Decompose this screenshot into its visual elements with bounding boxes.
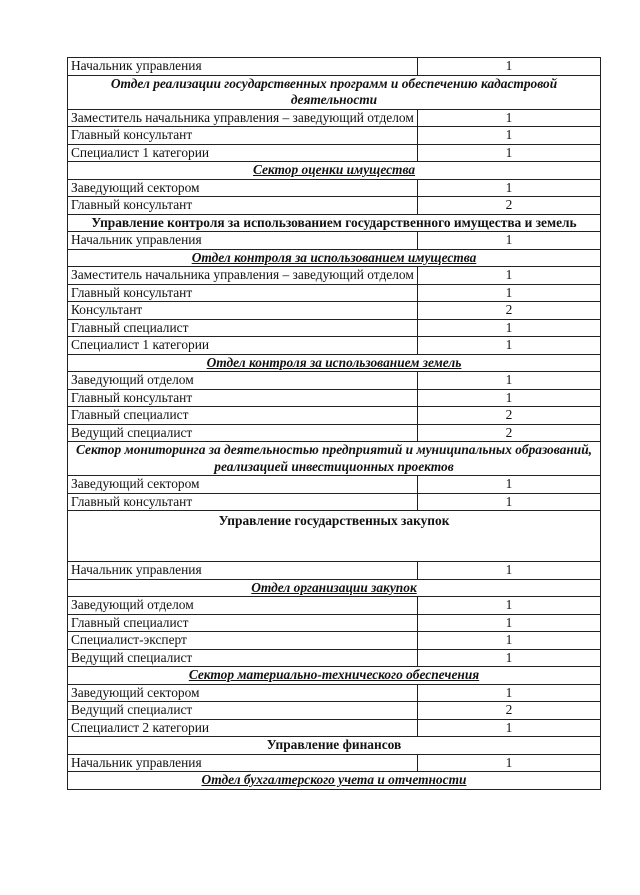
position-row [68, 562, 601, 580]
position-count: 1 [418, 109, 601, 127]
position-row [68, 476, 601, 494]
position-count: 1 [418, 267, 601, 285]
position-title: Главный консультант [68, 493, 418, 511]
position-title: Специалист 1 категории [68, 337, 418, 355]
department-title: Управление финансов [266, 737, 402, 752]
position-row [68, 58, 601, 76]
section-title: Отдел контроля за использованием земель [206, 354, 462, 370]
position-title: Заместитель начальника управления – заведующий отделом [68, 109, 418, 127]
position-row [68, 302, 601, 320]
section-title: Сектор оценки имущества [252, 162, 416, 177]
position-title: Главный консультант [68, 127, 418, 145]
position-row [68, 493, 601, 511]
section-title-cell [68, 667, 601, 685]
section-title: Сектор мониторинга за деятельностью предприятий и муниципальных образований, реализацией инвестиционных проектов [75, 442, 593, 474]
section-title: Отдел организации закупок [251, 579, 417, 595]
section-title: Сектор материально-технического обеспечения [188, 667, 480, 682]
section-header-row [68, 442, 601, 476]
position-row [68, 284, 601, 302]
section-header-row [68, 354, 601, 372]
section-title-cell [68, 162, 601, 180]
department-title-cell [68, 214, 601, 232]
section-title-cell [68, 249, 601, 267]
position-count: 1 [418, 389, 601, 407]
position-title: Начальник управления [68, 58, 418, 76]
position-row [68, 632, 601, 650]
position-row [68, 197, 601, 215]
position-row [68, 597, 601, 615]
position-count: 1 [418, 144, 601, 162]
position-row [68, 337, 601, 355]
position-count: 1 [418, 284, 601, 302]
position-title: Начальник управления [68, 562, 418, 580]
section-title: Отдел контроля за использованием имущества [191, 249, 477, 265]
section-title: Отдел бухгалтерского учета и отчетности [201, 772, 467, 787]
position-title: Заведующий отделом [68, 597, 418, 615]
position-row [68, 424, 601, 442]
position-title: Ведущий специалист [68, 702, 418, 720]
section-title-cell [68, 75, 601, 109]
position-title: Консультант [68, 302, 418, 320]
position-count: 1 [418, 58, 601, 76]
position-row [68, 109, 601, 127]
section-header-row [68, 75, 601, 109]
department-title: Управление государственных закупок [218, 513, 450, 528]
staffing-table-body [68, 58, 601, 790]
position-title: Заместитель начальника управления – заведующий отделом [68, 267, 418, 285]
position-count: 2 [418, 197, 601, 215]
position-title: Заведующий сектором [68, 684, 418, 702]
department-header-row [68, 214, 601, 232]
position-count: 1 [418, 719, 601, 737]
section-header-row [68, 249, 601, 267]
position-title: Начальник управления [68, 232, 418, 250]
position-row [68, 267, 601, 285]
position-count: 1 [418, 372, 601, 390]
position-row [68, 754, 601, 772]
position-title: Главный консультант [68, 389, 418, 407]
position-title: Ведущий специалист [68, 424, 418, 442]
position-count: 1 [418, 614, 601, 632]
position-title: Ведущий специалист [68, 649, 418, 667]
position-count: 1 [418, 649, 601, 667]
position-row [68, 407, 601, 425]
position-count: 2 [418, 407, 601, 425]
position-count: 2 [418, 302, 601, 320]
section-title: Отдел реализации государственных программ и обеспечению кадастровой деятельности [110, 75, 558, 107]
section-header-row [68, 667, 601, 685]
position-row [68, 649, 601, 667]
position-count: 1 [418, 684, 601, 702]
position-row [68, 684, 601, 702]
position-count: 1 [418, 632, 601, 650]
department-header-row [68, 511, 601, 562]
position-title: Главный специалист [68, 319, 418, 337]
position-count: 1 [418, 127, 601, 145]
position-count: 1 [418, 337, 601, 355]
position-row [68, 179, 601, 197]
position-row [68, 144, 601, 162]
position-title: Заведующий отделом [68, 372, 418, 390]
position-count: 1 [418, 476, 601, 494]
position-title: Начальник управления [68, 754, 418, 772]
department-title-cell [68, 737, 601, 755]
position-count: 1 [418, 232, 601, 250]
position-title: Главный специалист [68, 407, 418, 425]
position-row [68, 614, 601, 632]
section-title-cell [68, 579, 601, 597]
position-title: Специалист 1 категории [68, 144, 418, 162]
section-title-cell [68, 354, 601, 372]
department-title: Управление контроля за использованием государственного имущества и земель [91, 214, 577, 230]
section-title-cell [68, 442, 601, 476]
position-count: 1 [418, 597, 601, 615]
position-title: Главный специалист [68, 614, 418, 632]
position-count: 1 [418, 493, 601, 511]
department-title-cell [68, 511, 601, 562]
position-row [68, 232, 601, 250]
position-count: 1 [418, 319, 601, 337]
staffing-table [67, 57, 601, 790]
position-title: Специалист 2 категории [68, 719, 418, 737]
position-title: Главный консультант [68, 197, 418, 215]
section-title-cell [68, 772, 601, 790]
position-title: Заведующий сектором [68, 476, 418, 494]
position-row [68, 127, 601, 145]
position-row [68, 719, 601, 737]
position-title: Специалист-эксперт [68, 632, 418, 650]
section-header-row [68, 772, 601, 790]
department-header-row [68, 737, 601, 755]
position-count: 2 [418, 424, 601, 442]
section-header-row [68, 162, 601, 180]
position-count: 1 [418, 562, 601, 580]
position-row [68, 702, 601, 720]
position-row [68, 389, 601, 407]
position-title: Главный консультант [68, 284, 418, 302]
position-row [68, 372, 601, 390]
position-count: 1 [418, 179, 601, 197]
position-count: 1 [418, 754, 601, 772]
position-title: Заведующий сектором [68, 179, 418, 197]
position-count: 2 [418, 702, 601, 720]
section-header-row [68, 579, 601, 597]
position-row [68, 319, 601, 337]
